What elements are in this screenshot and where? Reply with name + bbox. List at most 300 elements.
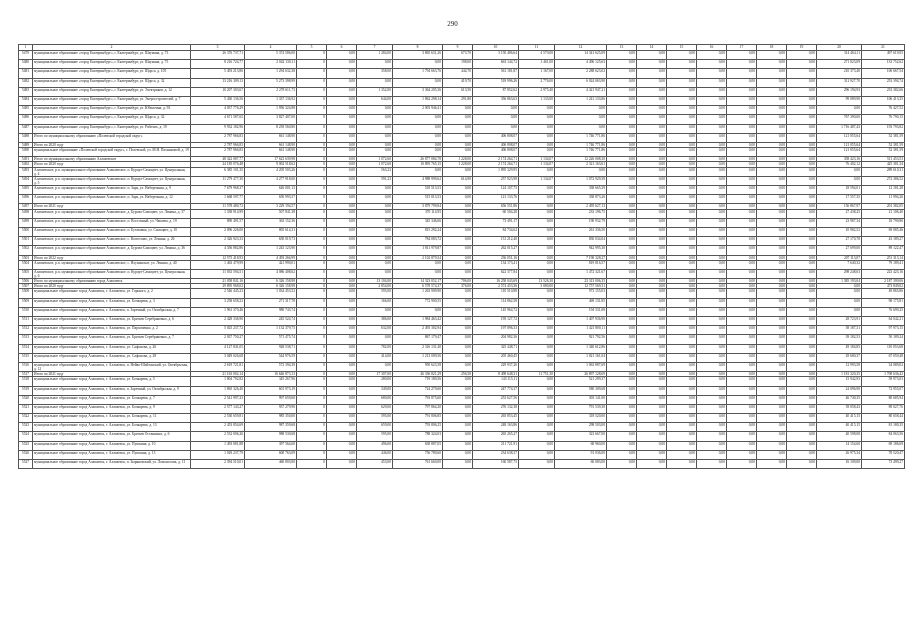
value-cell: 0,00 — [519, 204, 555, 209]
value-cell: 0,00 — [697, 372, 727, 377]
value-cell: 724 279,60 — [393, 386, 443, 395]
value-cell: 830 034,84 — [555, 237, 607, 246]
value-cell: 2 288 623,02 — [555, 69, 607, 78]
value-cell: 0,00 — [519, 377, 555, 386]
table-row — [19, 386, 905, 395]
row-number: 5482 — [19, 78, 33, 87]
value-cell: 0 — [297, 450, 327, 459]
value-cell: 0,00 — [757, 195, 787, 204]
value-cell: 0,00 — [787, 372, 817, 377]
value-cell: 48 322 087,77 — [191, 157, 245, 162]
value-cell: 406 808,07 — [473, 133, 519, 142]
value-cell: 338 665,29 — [555, 186, 607, 195]
table-row — [19, 260, 905, 269]
table-row — [19, 460, 905, 469]
address-cell: муниципальное образование город Алапаевск, г. Алапаевск, п. Заречный, ул. Октябрьская, д. 9 — [33, 386, 191, 395]
value-cell: 131 212,40 — [473, 237, 519, 246]
value-cell: 0 — [297, 289, 327, 298]
value-cell: 0,00 — [393, 142, 443, 147]
value-cell: 2 574 453,36 — [473, 284, 519, 289]
value-cell: 24 096,90 — [817, 386, 862, 395]
budget-table-sheet — [18, 44, 903, 469]
value-cell: 0,00 — [519, 133, 555, 142]
value-cell: 0,00 — [667, 255, 697, 260]
value-cell: 76 790,15 — [862, 115, 905, 124]
value-cell: 121 055,64 — [817, 148, 862, 157]
value-cell: 638 887,05 — [393, 441, 443, 450]
value-cell: 0,00 — [757, 432, 787, 441]
value-cell: 650 019,73 — [245, 237, 297, 246]
value-cell: 0,00 — [787, 209, 817, 218]
value-cell: 9 002 518,62 — [245, 162, 297, 167]
value-cell: 0,00 — [607, 78, 637, 87]
value-cell: 87 852,62 — [473, 87, 519, 96]
value-cell: 0,00 — [757, 167, 787, 176]
value-cell: 0,00 — [357, 246, 393, 255]
value-cell: 0,00 — [787, 289, 817, 298]
value-cell: 0 — [297, 284, 327, 289]
value-cell: 0,00 — [357, 148, 393, 157]
value-cell: 0,00 — [697, 246, 727, 255]
value-cell: 265 853,45 — [473, 414, 519, 423]
value-cell: 160 587,75 — [473, 460, 519, 469]
value-cell: 52 381,59 — [862, 142, 905, 147]
address-cell: Итого по муниципальному образованию «Полевской городской округ» — [33, 133, 191, 142]
value-cell: 0,00 — [727, 460, 757, 469]
value-cell: 89 027,76 — [862, 404, 905, 413]
value-cell: 0,00 — [327, 157, 357, 162]
value-cell: 0,00 — [607, 317, 637, 326]
value-cell: 661 148,90 — [245, 133, 297, 142]
value-cell: 303 141,00 — [555, 395, 607, 404]
value-cell: 0,00 — [667, 157, 697, 162]
value-cell: 145 964,72 — [473, 307, 519, 316]
value-cell: 632,00 — [357, 326, 393, 335]
value-cell: 0,00 — [327, 115, 357, 124]
value-cell: 12 757 569,31 — [555, 284, 607, 289]
value-cell: 236 051,16 — [473, 255, 519, 260]
column-number-4: 4 — [245, 45, 297, 51]
value-cell: 0,00 — [637, 395, 667, 404]
value-cell: 0,00 — [727, 87, 757, 96]
value-cell: 245 524,74 — [245, 317, 297, 326]
value-cell: 60 504,28 — [473, 209, 519, 218]
address-cell: муниципальное образование «Полевской городской округ», г. Полевской, ул. М.Н. Пасынковой, д. 19 — [33, 148, 191, 157]
value-cell: 0,00 — [667, 414, 697, 423]
value-cell: 21 163 002,14 — [191, 372, 245, 377]
value-cell: 0,00 — [727, 362, 757, 371]
value-cell: 106 413,35 — [862, 96, 905, 105]
value-cell: 0,00 — [727, 51, 757, 60]
value-cell: 229 937,26 — [473, 362, 519, 371]
value-cell: 0,00 — [327, 237, 357, 246]
value-cell: 0,00 — [357, 186, 393, 195]
table-row — [19, 441, 905, 450]
address-cell: муниципальное образование город Алапаевск, г. Алапаевск, ул. Братьев Серебряковых, д. 7 — [33, 335, 191, 344]
value-cell: 0,00 — [727, 423, 757, 432]
value-cell: 595,00 — [357, 414, 393, 423]
value-cell: 0,00 — [667, 162, 697, 167]
value-cell: 0,00 — [787, 78, 817, 87]
value-cell: 0,00 — [787, 441, 817, 450]
value-cell: 0,00 — [727, 176, 757, 185]
value-cell: 0 — [297, 441, 327, 450]
value-cell: 0,00 — [327, 186, 357, 195]
value-cell: 0,00 — [697, 227, 727, 236]
value-cell: 0,00 — [727, 142, 757, 147]
value-cell: 0 — [297, 209, 327, 218]
value-cell: 761 660,00 — [393, 460, 443, 469]
value-cell: 0,00 — [443, 317, 473, 326]
value-cell: 0,00 — [727, 450, 757, 459]
value-cell: 0,00 — [757, 279, 787, 284]
value-cell: 0,00 — [667, 60, 697, 69]
table-row — [19, 167, 905, 176]
value-cell: 298 248,63 — [817, 269, 862, 278]
value-cell: 0,00 — [727, 78, 757, 87]
value-cell: 4 671 587,65 — [191, 115, 245, 124]
value-cell: 0,00 — [443, 195, 473, 204]
value-cell: 6 578 574,37 — [393, 284, 443, 289]
row-number: 5510 — [19, 307, 33, 316]
value-cell: 11 994,26 — [862, 195, 905, 204]
value-cell: 0,00 — [443, 148, 473, 157]
value-cell: 27 170,78 — [817, 237, 862, 246]
value-cell: 0,00 — [757, 106, 787, 115]
value-cell: 27 699,00 — [817, 246, 862, 255]
value-cell: 469 131,85 — [555, 298, 607, 307]
value-cell: 84 734,62 — [473, 227, 519, 236]
value-cell: 13 216 309,13 — [191, 78, 245, 87]
value-cell: 1 243 123,90 — [245, 246, 297, 255]
value-cell: 0,00 — [393, 60, 443, 69]
value-cell: 987 359,68 — [245, 423, 297, 432]
value-cell: 0,00 — [787, 115, 817, 124]
value-cell: 0,00 — [757, 162, 787, 167]
value-cell: 1 284,00 — [357, 51, 393, 60]
column-number-15: 15 — [667, 45, 697, 51]
value-cell: 0,00 — [327, 335, 357, 344]
value-cell: 2 787 966,83 — [191, 142, 245, 147]
table-row — [19, 432, 905, 441]
value-cell: 2 003 946,41 — [393, 106, 443, 115]
value-cell: 0,00 — [607, 377, 637, 386]
value-cell: 0,00 — [757, 176, 787, 185]
value-cell: 0,00 — [667, 298, 697, 307]
value-cell: 1 421 800,11 — [555, 326, 607, 335]
value-cell: 0,00 — [727, 162, 757, 167]
value-cell: 0,00 — [787, 133, 817, 142]
table-row — [19, 423, 905, 432]
value-cell: 421 990,01 — [245, 260, 297, 269]
value-cell: 0,00 — [443, 344, 473, 353]
value-cell: 0 — [297, 115, 327, 124]
value-cell: 0,00 — [607, 423, 637, 432]
value-cell: 0,00 — [727, 218, 757, 227]
value-cell: 0,00 — [787, 326, 817, 335]
value-cell: 2 321 163,61 — [555, 162, 607, 167]
value-cell: 580 309,68 — [555, 386, 607, 395]
value-cell: 0,00 — [637, 60, 667, 69]
value-cell: 0,00 — [357, 115, 393, 124]
table-row — [19, 176, 905, 185]
value-cell: 1 294 632,38 — [245, 69, 297, 78]
value-cell: 613,50 — [443, 87, 473, 96]
value-cell: 0,00 — [757, 60, 787, 69]
value-cell: 656 551,86 — [473, 204, 519, 209]
value-cell: 0,00 — [727, 317, 757, 326]
value-cell: 0,00 — [443, 423, 473, 432]
value-cell: 210 373,40 — [817, 69, 862, 78]
value-cell: 0,00 — [787, 404, 817, 413]
value-cell: 76 699,25 — [862, 307, 905, 316]
value-cell: 0,00 — [443, 269, 473, 278]
address-cell: Алапаевское, р.п. муниципальное образование Алапаевское, п. Курорт-Самоцвет, ул. Центральная, д. 5 — [33, 176, 191, 185]
value-cell: 0,00 — [443, 218, 473, 227]
row-number: 5480 — [19, 60, 33, 69]
value-cell: 0,00 — [607, 133, 637, 142]
value-cell: 0,00 — [697, 260, 727, 269]
value-cell: 0,00 — [519, 414, 555, 423]
column-number-9: 9 — [443, 45, 473, 51]
table-row — [19, 106, 905, 115]
value-cell: 973 155,03 — [555, 289, 607, 298]
value-cell: 318 520,00 — [555, 414, 607, 423]
value-cell: 4 493 266,99 — [245, 255, 297, 260]
value-cell: 0,00 — [607, 124, 637, 133]
value-cell: 0,00 — [327, 51, 357, 60]
row-number: 5494 — [19, 176, 33, 185]
value-cell: 73 491,17 — [473, 218, 519, 227]
address-cell: Итого по 2020 году — [33, 284, 191, 289]
value-cell: 0,00 — [637, 279, 667, 284]
value-cell: 0,00 — [787, 335, 817, 344]
value-cell: 12 181,28 — [862, 186, 905, 195]
table-row — [19, 289, 905, 298]
value-cell: 0,00 — [519, 344, 555, 353]
value-cell: 0,00 — [757, 335, 787, 344]
column-number-11: 11 — [519, 45, 555, 51]
value-cell: 0,00 — [727, 269, 757, 278]
value-cell: 0,00 — [327, 106, 357, 115]
value-cell: 425 381,34 — [862, 162, 905, 167]
column-number-6: 6 — [327, 45, 357, 51]
value-cell: 0,00 — [555, 115, 607, 124]
value-cell: 1 956 324,88 — [245, 106, 297, 115]
value-cell: 271 317,78 — [245, 298, 297, 307]
value-cell: 0,00 — [667, 279, 697, 284]
value-cell: 2 493 302,94 — [393, 326, 443, 335]
value-cell: 942 995,30 — [555, 246, 607, 255]
value-cell: 1 984 463,42 — [393, 317, 443, 326]
row-number: 5484 — [19, 96, 33, 105]
value-cell: 0,00 — [607, 269, 637, 278]
value-cell: 257 923,98 — [473, 176, 519, 185]
table-body — [19, 51, 905, 469]
value-cell: 0 — [297, 162, 327, 167]
address-cell: муниципальное образование «город Екатеринбург», г. Екатеринбург, ул. Рабочих, д. 19 — [33, 124, 191, 133]
address-cell: муниципальное образование город Алапаевск, г. Алапаевск, ул. Бочкарева, д. 7 — [33, 395, 191, 404]
row-number: 5514 — [19, 344, 33, 353]
value-cell: 52 381,59 — [862, 148, 905, 157]
table-row — [19, 362, 905, 371]
value-cell: 0,00 — [787, 298, 817, 307]
value-cell: 198,00 — [443, 60, 473, 69]
value-cell: 256,50 — [443, 372, 473, 377]
value-cell: 0,00 — [443, 204, 473, 209]
value-cell: 0,00 — [697, 255, 727, 260]
value-cell: 0,00 — [637, 317, 667, 326]
value-cell: 0,00 — [637, 162, 667, 167]
value-cell: 0,00 — [787, 204, 817, 209]
value-cell: 0,00 — [607, 298, 637, 307]
value-cell: 195 127,72 — [473, 317, 519, 326]
value-cell: 0,00 — [667, 96, 697, 105]
value-cell: 756 780,60 — [393, 450, 443, 459]
table-row — [19, 133, 905, 142]
value-cell: 0,00 — [667, 124, 697, 133]
value-cell: 2 453 854,69 — [191, 423, 245, 432]
value-cell: 0 — [297, 176, 327, 185]
value-cell: 1 029 237,79 — [191, 450, 245, 459]
value-cell: 3 258 658,23 — [191, 298, 245, 307]
value-cell: 0,00 — [697, 78, 727, 87]
table-row — [19, 195, 905, 204]
value-cell: 0,00 — [607, 96, 637, 105]
value-cell: 314 464,11 — [817, 51, 862, 60]
value-cell: 134 173,41 — [473, 260, 519, 269]
value-cell: 2 546 445,23 — [191, 289, 245, 298]
row-number: 5501 — [19, 237, 33, 246]
address-cell: муниципальное образование город Алапаевск, г. Алапаевск, п. Зыряновский, ул. Ломоносова, д. 11 — [33, 460, 191, 469]
value-cell: 0,00 — [607, 51, 637, 60]
table-row — [19, 96, 905, 105]
value-cell: 2 787 966,83 — [191, 148, 245, 157]
value-cell: 262 015,27 — [473, 246, 519, 255]
value-cell: 0,00 — [637, 96, 667, 105]
value-cell: 298 503,00 — [555, 423, 607, 432]
row-number: 5517 — [19, 372, 33, 377]
value-cell: 0,00 — [637, 246, 667, 255]
value-cell: 1 072,60 — [357, 157, 393, 162]
value-cell: 544 976,59 — [245, 353, 297, 362]
value-cell: 0,00 — [667, 218, 697, 227]
row-number: 5491 — [19, 157, 33, 162]
value-cell: 0,00 — [607, 218, 637, 227]
value-cell: 406 808,07 — [473, 148, 519, 157]
column-number-12: 12 — [555, 45, 607, 51]
value-cell: 0,00 — [667, 450, 697, 459]
value-cell: 661 148,90 — [245, 148, 297, 157]
value-cell: 17 623 639,98 — [245, 157, 297, 162]
value-cell: 0,00 — [607, 115, 637, 124]
value-cell: 291,80 — [443, 96, 473, 105]
value-cell: 659,00 — [357, 423, 393, 432]
value-cell: 0 — [297, 404, 327, 413]
value-cell: 6 024 063,90 — [555, 78, 607, 87]
value-cell: 16 109,00 — [817, 460, 862, 469]
value-cell: 928 538,71 — [245, 344, 297, 353]
row-number: 5497 — [19, 204, 33, 209]
value-cell: 1 493 081,88 — [191, 441, 245, 450]
value-cell: 595,00 — [357, 432, 393, 441]
column-number-14: 14 — [637, 45, 667, 51]
value-cell: 0,00 — [697, 307, 727, 316]
row-number: 5490 — [19, 148, 33, 157]
value-cell: 9 932 182,96 — [191, 124, 245, 133]
value-cell: 2 096 226,00 — [191, 227, 245, 236]
value-cell: 0 — [297, 96, 327, 105]
value-cell: 386,00 — [357, 317, 393, 326]
value-cell: 110 053,68 — [862, 344, 905, 353]
value-cell: 0,00 — [757, 246, 787, 255]
value-cell: 0,00 — [757, 209, 787, 218]
value-cell: 2 787 966,83 — [191, 133, 245, 142]
value-cell: 261 336,50 — [555, 227, 607, 236]
address-cell: муниципальное образование город Алапаевск, г. Алапаевск, п. Нейво-Шайтанский, ул. Октябрьская, д. 12 — [33, 362, 191, 371]
value-cell: 26 897 128,69 — [555, 372, 607, 377]
value-cell: 0,00 — [443, 460, 473, 469]
value-cell: 0,00 — [607, 227, 637, 236]
value-cell: 0,00 — [727, 255, 757, 260]
column-number-19: 19 — [787, 45, 817, 51]
address-cell: муниципальное образование город Алапаевск, г. Алапаевск, ул. Бочкарева, д. 5 — [33, 377, 191, 386]
value-cell: 0,00 — [757, 133, 787, 142]
value-cell: 0,00 — [697, 404, 727, 413]
value-cell: 767 390,00 — [817, 115, 862, 124]
table-row — [19, 186, 905, 195]
value-cell: 0,00 — [443, 307, 473, 316]
row-number: 5483 — [19, 87, 33, 96]
value-cell: 0,00 — [607, 441, 637, 450]
row-number: 5509 — [19, 298, 33, 307]
value-cell: 0,00 — [443, 404, 473, 413]
column-number-13: 13 — [607, 45, 637, 51]
table-row — [19, 307, 905, 316]
value-cell: 4 421 947,21 — [555, 87, 607, 96]
value-cell: 0,00 — [757, 423, 787, 432]
value-cell: 34 089,02 — [862, 362, 905, 371]
row-number: 5513 — [19, 335, 33, 344]
value-cell: 0,00 — [787, 377, 817, 386]
value-cell: 0,00 — [443, 335, 473, 344]
address-cell: Алапаевское, р.п. муниципальное образование Алапаевское, д. Бурова-Самоцвет, ул. Ленина, д. 37 — [33, 209, 191, 218]
value-cell: 0,00 — [667, 404, 697, 413]
value-cell: 0,00 — [607, 69, 637, 78]
value-cell: 16 258 043,69 — [473, 279, 519, 284]
address-cell: Алапаевское, р.п. муниципальное образование Алапаевское, д. Бурова-Самоцвет, ул. Ленина, д. 36 — [33, 246, 191, 255]
value-cell: 1 862 298,14 — [393, 96, 443, 105]
repair-program-table — [18, 44, 905, 469]
value-cell: 0,00 — [817, 106, 862, 115]
value-cell: 453,00 — [357, 460, 393, 469]
page-number: 290 — [447, 20, 458, 28]
value-cell: 0,00 — [697, 133, 727, 142]
value-cell: 0,00 — [607, 404, 637, 413]
value-cell: 11 751,30 — [519, 372, 555, 377]
value-cell: 0,00 — [697, 450, 727, 459]
value-cell: 0,00 — [327, 377, 357, 386]
column-number-17: 17 — [727, 45, 757, 51]
value-cell: 0,00 — [519, 227, 555, 236]
table-row — [19, 344, 905, 353]
value-cell: 2 776,00 — [519, 78, 555, 87]
value-cell: 1 021 161,04 — [555, 353, 607, 362]
row-number: 5496 — [19, 195, 33, 204]
value-cell: 0,00 — [697, 414, 727, 423]
value-cell: 0,00 — [787, 69, 817, 78]
value-cell: 0,00 — [327, 269, 357, 278]
